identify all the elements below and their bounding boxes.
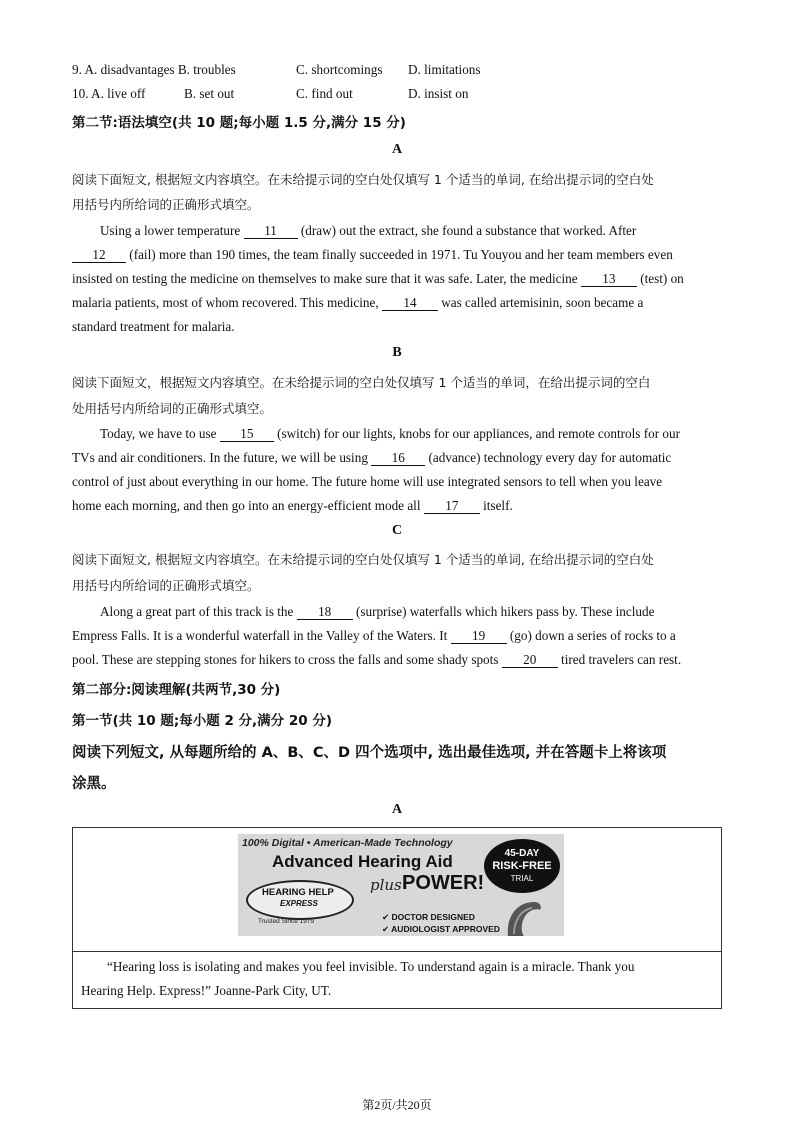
- page-footer: 第2页/共20页: [362, 1098, 432, 1112]
- hearing-aid-ad: [238, 834, 564, 936]
- passage-c-letter: C: [391, 523, 403, 538]
- blank-19[interactable]: 19: [451, 629, 507, 644]
- passage-b-line: control of just about everything in our home. The future home will use integrated sensors to tell when you leave: [72, 474, 663, 489]
- blank-13[interactable]: 13: [581, 272, 637, 287]
- passage-c-line: pool. These are stepping stones for hikers to cross the falls and some shady spots 20 tired travelers can rest.: [72, 652, 682, 667]
- blank-14[interactable]: 14: [382, 296, 438, 311]
- passage-a-line: 12 (fail) more than 190 times, the team finally succeeded in 1971. Tu Youyou and her team members even: [72, 247, 673, 263]
- passage-c-instruction: 阅读下面短文, 根据短文内容填空。在未给提示词的空白处仅填写 1 个适当的单词, 在给出提示词的空白处: [72, 552, 654, 567]
- blank-16[interactable]: 16: [371, 451, 425, 466]
- ad-plus: plus: [370, 876, 402, 894]
- blank-18[interactable]: 18: [297, 605, 353, 620]
- passage-a-instruction: 阅读下面短文, 根据短文内容填空。在未给提示词的空白处仅填写 1 个适当的单词, 在给出提示词的空白处: [72, 172, 654, 187]
- passage-a-instruction-cont: 用括号内所给词的正确形式填空。: [72, 197, 260, 212]
- option-a: 9. A. disadvantages: [72, 62, 175, 77]
- section2-heading: 第二节:语法填空(共 10 题;每小题 1.5 分,满分 15 分): [72, 115, 406, 131]
- passage-a-line: standard treatment for malaria.: [72, 319, 235, 334]
- option-b: B. troubles: [177, 62, 236, 77]
- passage-a-line: malaria patients, most of whom recovered. This medicine, 14 was called artemisinin, soon became a: [72, 295, 644, 310]
- option-d: D. limitations: [408, 62, 481, 77]
- passage-a-line: insisted on testing the medicine on themselves to make sure that it was safe. Later, the medicine 13 (test) on: [72, 271, 684, 286]
- part2-instruction: 阅读下列短文, 从每题所给的 A、B、C、D 四个选项中, 选出最佳选项, 并在答题卡上将该项: [72, 745, 667, 761]
- option-c: C. shortcomings: [296, 62, 383, 77]
- passage-b-line: Today, we have to use 15 (switch) for our lights, knobs for our appliances, and remote controls for our: [100, 426, 680, 441]
- table-divider: [73, 951, 721, 952]
- ad-power: POWER!: [402, 872, 485, 894]
- part2-instruction-cont: 涂黑。: [72, 776, 116, 792]
- hearing-help-logo: [244, 878, 354, 930]
- part2-heading: 第二部分:阅读理解(共两节,30 分): [72, 682, 281, 698]
- passage-b-line: TVs and air conditioners. In the future, we will be using 16 (advance) technology every day for automatic: [72, 450, 672, 465]
- blank-17[interactable]: 17: [424, 499, 480, 514]
- logo-main-text: HEARING HELP: [262, 887, 334, 898]
- option-c: C. find out: [296, 86, 353, 101]
- passage-b-instruction: 阅读下面短文，根据短文内容填空。在未给提示词的空白处仅填写 1 个适当的单词，在给出提示词的空白: [72, 375, 651, 390]
- blank-12[interactable]: 12: [72, 248, 126, 263]
- passage-b-instruction-cont: 处用括号内所给词的正确形式填空。: [72, 401, 273, 416]
- logo-trusted-text: Trusted Since 1979: [258, 918, 315, 925]
- badge-trial: TRIAL: [510, 874, 534, 883]
- ad-tagline: 100% Digital • American-Made Technology: [242, 837, 453, 849]
- passage-a-letter: A: [391, 142, 403, 157]
- testimonial-line: “Hearing loss is isolating and makes you feel invisible. To understand again is a miracle. Thank you: [107, 959, 635, 974]
- ad-check-audiologist: ✔ AUDIOLOGIST APPROVED: [382, 924, 500, 934]
- reading-a-table: [72, 827, 722, 1009]
- option-a: 10. A. live off: [72, 86, 146, 101]
- passage-c-instruction-cont: 用括号内所给词的正确形式填空。: [72, 578, 260, 593]
- blank-20[interactable]: 20: [502, 653, 558, 668]
- reading-a-letter: A: [391, 802, 403, 817]
- badge-days: 45-DAY: [504, 848, 540, 859]
- trial-badge: [484, 839, 560, 893]
- ad-check-doctor: ✔ DOCTOR DESIGNED: [382, 912, 475, 922]
- passage-b-letter: B: [392, 345, 402, 360]
- part2-section1-heading: 第一节(共 10 题;每小题 2 分,满分 20 分): [72, 713, 333, 729]
- badge-risk-free: RISK-FREE: [492, 860, 552, 872]
- option-row-9: [72, 62, 236, 78]
- logo-sub-text: EXPRESS: [280, 899, 318, 908]
- blank-11[interactable]: 11: [244, 224, 298, 239]
- passage-c-line: Empress Falls. It is a wonderful waterfall in the Valley of the Waters. It 19 (go) down a series of rocks to a: [72, 628, 676, 643]
- testimonial-line: Hearing Help. Express!” Joanne-Park City, UT.: [81, 983, 332, 998]
- passage-b-line: home each morning, and then go into an energy-efficient mode all 17 itself.: [72, 498, 513, 513]
- passage-a-line: Using a lower temperature 11 (draw) out the extract, she found a substance that worked. After: [100, 223, 637, 238]
- ad-title: Advanced Hearing Aid: [272, 852, 453, 871]
- passage-c-line: Along a great part of this track is the 18 (surprise) waterfalls which hikers pass by. These include: [100, 604, 655, 619]
- hearing-aid-device-icon: [500, 896, 544, 936]
- blank-15[interactable]: 15: [220, 427, 274, 442]
- option-b: B. set out: [184, 86, 235, 101]
- option-d: D. insist on: [408, 86, 469, 101]
